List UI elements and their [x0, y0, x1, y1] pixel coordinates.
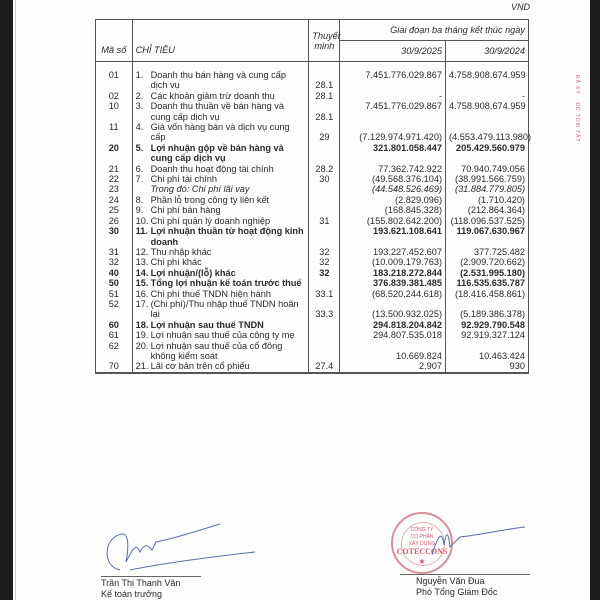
row-note	[309, 205, 340, 215]
row-note: 32	[309, 268, 340, 278]
row-value-2025: -	[340, 91, 446, 101]
row-value-2024: 92.929.790.548	[446, 320, 529, 330]
row-description	[132, 216, 309, 226]
row-label: Phần lỗ trong công ty liên kết	[150, 194, 270, 205]
row-value-2025: (10.009.179.763)	[340, 257, 446, 267]
spacer-row	[96, 62, 529, 71]
row-value-2025: 7.451.776.029.867	[340, 101, 446, 122]
stamp-brand: COTECCONS	[396, 547, 448, 556]
row-value-2024: 119.067.630.967	[446, 226, 529, 247]
row-number: 9.	[135, 205, 144, 216]
row-value-2025: (44.548.526.469)	[340, 184, 446, 194]
row-description	[132, 195, 309, 205]
row-number	[136, 184, 151, 194]
row-description	[132, 174, 309, 184]
row-code: 51	[96, 289, 133, 299]
row-code: 31	[96, 247, 133, 257]
row-code: 22	[96, 174, 133, 184]
row-value-2025: (168.845.328)	[340, 205, 446, 215]
row-value-2024: (118.096.537.525)	[446, 216, 529, 226]
row-code: 10	[96, 101, 133, 122]
signer-left-name: Trần Thị Thanh Vân	[101, 578, 181, 588]
signature-left-scribble	[100, 522, 260, 577]
row-description	[132, 299, 309, 320]
row-number: 17.	[135, 298, 149, 309]
signer-left-title: Kế toán trưởng	[101, 589, 162, 599]
row-label: (Chi phí)/Thu nhập thuế TNDN hoãn lại	[150, 298, 299, 320]
row-note: 28.1	[309, 101, 340, 122]
table-row	[96, 289, 529, 299]
row-code: 26	[96, 216, 133, 226]
table-row	[96, 330, 529, 340]
row-label: Lợi nhuận sau thuế của cổ đông không kiểm soát	[150, 340, 283, 361]
table-row	[96, 122, 529, 143]
row-number: 8.	[135, 194, 144, 205]
row-code: 23	[96, 184, 133, 194]
table-row	[96, 268, 529, 278]
row-description	[132, 184, 309, 194]
side-note: ĐÃ KÝ · ĐỂ TÓM TẮT	[574, 75, 580, 143]
row-note: 32	[309, 247, 340, 257]
stamp-line-3: XÂY DỰNG	[408, 541, 436, 547]
row-code: 70	[96, 361, 133, 372]
income-statement-table	[95, 19, 532, 374]
row-description	[132, 143, 309, 164]
row-label: Giá vốn hàng bán và dịch vụ cung cấp	[150, 122, 290, 143]
row-label: Các khoản giảm trừ doanh thu	[150, 90, 275, 101]
row-note	[309, 278, 340, 288]
row-value-2025: 10.669.824	[340, 341, 446, 362]
row-note: 28.2	[309, 164, 340, 174]
row-value-2024: (1.710.420)	[446, 195, 529, 205]
row-note: 31	[309, 216, 340, 226]
header-note: Thuyết minh	[309, 20, 340, 62]
row-label: Doanh thu thuần về bán hàng và cung cấp dịch vụ	[150, 101, 284, 122]
table-row	[96, 216, 529, 226]
row-description	[132, 278, 309, 288]
signature-right-line	[400, 574, 530, 575]
row-description	[132, 268, 309, 278]
row-label: Lợi nhuận sau thuế TNDN	[150, 319, 264, 330]
row-note	[309, 195, 340, 205]
row-label: Trong đó: Chi phí lãi vay	[150, 184, 250, 195]
row-label: Thu nhập khác	[150, 246, 212, 257]
row-number: 19.	[135, 330, 149, 341]
page-edge	[15, 0, 16, 600]
row-code: 02	[96, 91, 133, 101]
row-description	[132, 247, 309, 257]
row-value-2024: 4.758.908.674.959	[446, 70, 529, 91]
row-value-2025: 321.801.058.447	[340, 143, 446, 164]
row-value-2024: (212.864.364)	[446, 205, 529, 215]
row-value-2024: 4.758.908.674.959	[446, 101, 529, 122]
row-code: 25	[96, 205, 133, 215]
row-number: 13.	[135, 257, 149, 268]
row-code: 30	[96, 226, 133, 247]
row-label: Lợi nhuận thuần từ hoạt động kinh doanh	[150, 226, 304, 247]
row-value-2025: 183.218.272.844	[340, 268, 446, 278]
signature-left-line	[101, 576, 201, 577]
row-number: 16.	[135, 288, 149, 299]
row-value-2024: (38.991.566.759)	[446, 174, 529, 184]
table-row	[96, 91, 529, 101]
row-value-2025: 2.907	[340, 361, 446, 372]
row-code: 24	[96, 195, 133, 205]
row-description	[132, 164, 309, 174]
table-row	[96, 226, 529, 247]
row-label: Lợi nhuận sau thuế của công ty mẹ	[150, 330, 295, 341]
table-row	[96, 174, 529, 184]
row-code: 62	[96, 341, 133, 362]
row-code: 40	[96, 268, 133, 278]
header-date-current: 30/9/2025	[340, 41, 446, 62]
row-value-2025: 193.621.108.641	[340, 226, 446, 247]
row-value-2024: (2.531.995.180)	[446, 268, 529, 278]
currency-label: VND	[510, 2, 530, 12]
table-row	[96, 195, 529, 205]
row-value-2024: (2.909.720.662)	[446, 257, 529, 267]
table-row	[96, 278, 529, 288]
row-label: Chi phí tài chính	[150, 174, 218, 185]
stamp-line-2: CỔ PHẦN	[410, 534, 434, 540]
row-value-2024: 377.725.482	[446, 247, 529, 257]
row-note: 33.3	[309, 299, 340, 320]
row-code: 01	[96, 70, 133, 91]
table-row	[96, 164, 529, 174]
row-code: 50	[96, 278, 133, 288]
row-description	[132, 91, 309, 101]
row-label: Tổng lợi nhuận kế toán trước thuế	[150, 278, 302, 289]
row-description	[132, 70, 309, 91]
table-row	[96, 257, 529, 267]
row-number: 5.	[135, 142, 144, 153]
row-number: 4.	[135, 122, 144, 133]
row-description	[132, 361, 309, 372]
row-label: Doanh thu hoạt động tài chính	[150, 163, 274, 174]
row-note	[309, 226, 340, 247]
row-value-2025: (155.802.642.200)	[340, 216, 446, 226]
row-value-2024: 116.535.635.787	[446, 278, 529, 288]
row-description	[132, 320, 309, 330]
row-value-2024: 70.940.749.056	[446, 164, 529, 174]
row-description	[132, 226, 309, 247]
row-label: Lợi nhuận gộp về bán hàng và cung cấp dịch vụ	[150, 142, 284, 164]
header-date-prior: 30/9/2024	[446, 41, 529, 62]
row-number: 11.	[135, 226, 148, 237]
row-value-2025: (68.520.244.618)	[340, 289, 446, 299]
row-number: 10.	[135, 215, 149, 226]
row-code: 61	[96, 330, 133, 340]
signer-right-title: Phó Tổng Giám Đốc	[416, 587, 498, 597]
row-value-2025: 294.807.535.018	[340, 330, 446, 340]
table-row	[96, 184, 529, 194]
row-description	[132, 289, 309, 299]
row-note	[309, 341, 340, 362]
row-note: 30	[309, 174, 340, 184]
signer-right-name: Nguyễn Văn Đua	[416, 576, 485, 586]
row-value-2025: 193.227.452.607	[340, 247, 446, 257]
row-code: 60	[96, 320, 133, 330]
row-value-2024: 205.429.560.979	[446, 143, 529, 164]
signature-left-block	[101, 578, 180, 600]
row-label: Chi phí quản lý doanh nghiệp	[150, 215, 271, 226]
row-value-2024: (5.189.386.378)	[446, 299, 529, 320]
row-value-2025: 77.362.742.922	[340, 164, 446, 174]
row-code: 21	[96, 164, 133, 174]
table-row	[96, 70, 529, 91]
table-row	[96, 299, 529, 320]
header-item: CHỈ TIÊU	[132, 20, 309, 62]
row-number: 3.	[135, 101, 144, 112]
row-number: 20.	[135, 340, 149, 351]
row-value-2025: (13.500.932.025)	[340, 299, 446, 320]
row-code: 20	[96, 143, 133, 164]
row-note: 28.1	[309, 91, 340, 101]
row-note	[309, 143, 340, 164]
table-row	[96, 143, 529, 164]
signature-right-block	[416, 576, 497, 598]
row-value-2025: (49.568.376.104)	[340, 174, 446, 184]
stamp-line-1: CÔNG TY	[410, 527, 434, 533]
row-value-2024: 930	[446, 361, 529, 372]
row-note: 27.4	[309, 361, 340, 372]
row-value-2024: (4.553.479.113.980)	[446, 122, 529, 143]
row-number: 14.	[135, 267, 149, 278]
signature-right-scribble	[430, 525, 530, 565]
row-note: 32	[309, 257, 340, 267]
row-label: Chi phí khác	[150, 257, 202, 268]
row-note	[309, 330, 340, 340]
table-row	[96, 320, 529, 330]
row-code: 52	[96, 299, 133, 320]
row-note	[309, 320, 340, 330]
row-number: 1.	[135, 70, 144, 80]
row-label: Lãi cơ bản trên cổ phiếu	[150, 361, 250, 372]
row-number: 2.	[135, 90, 144, 101]
header-code: Mã số	[96, 20, 133, 62]
table-row	[96, 361, 529, 372]
row-value-2024: (31.884.779.805)	[446, 184, 529, 194]
row-description	[132, 257, 309, 267]
table-row	[96, 205, 529, 215]
row-description	[132, 205, 309, 215]
row-value-2025: 7.451.776.029.867	[340, 70, 446, 91]
row-value-2024: 10.463.424	[446, 341, 529, 362]
row-label: Doanh thu bán hàng và cung cấp dịch vụ	[150, 70, 286, 91]
table-row	[96, 341, 529, 362]
row-code: 32	[96, 257, 133, 267]
row-value-2024: 92.919.327.124	[446, 330, 529, 340]
row-value-2024: (18.416.458.861)	[446, 289, 529, 299]
row-number: 6.	[135, 163, 144, 174]
row-number: 15.	[135, 278, 149, 289]
row-description	[132, 122, 309, 143]
row-value-2025: (7.129.974.971.420)	[340, 122, 446, 143]
stamp-star-icon: ★	[418, 557, 426, 566]
header-period-group: Giai đoạn ba tháng kết thúc ngày	[340, 20, 529, 41]
row-description	[132, 330, 309, 340]
row-value-2025: (2.829.096)	[340, 195, 446, 205]
row-label: Chi phí bán hàng	[150, 205, 221, 216]
row-number: 21.	[135, 361, 149, 372]
row-code: 11	[96, 122, 133, 143]
row-number: 18.	[135, 319, 149, 330]
row-value-2024: -	[446, 91, 529, 101]
row-number: 7.	[135, 174, 144, 185]
table-row	[96, 247, 529, 257]
row-note	[309, 184, 340, 194]
row-note: 33.1	[309, 289, 340, 299]
row-note: 28.1	[309, 70, 340, 91]
row-label: Lợi nhuận/(lỗ) khác	[150, 267, 236, 278]
row-description	[132, 101, 309, 122]
row-number: 12.	[135, 246, 149, 257]
row-label: Chi phí thuế TNDN hiện hành	[150, 288, 271, 299]
row-note: 29	[309, 122, 340, 143]
row-value-2025: 294.818.204.842	[340, 320, 446, 330]
row-description	[132, 341, 309, 362]
table-row	[96, 101, 529, 122]
row-value-2025: 376.839.381.485	[340, 278, 446, 288]
